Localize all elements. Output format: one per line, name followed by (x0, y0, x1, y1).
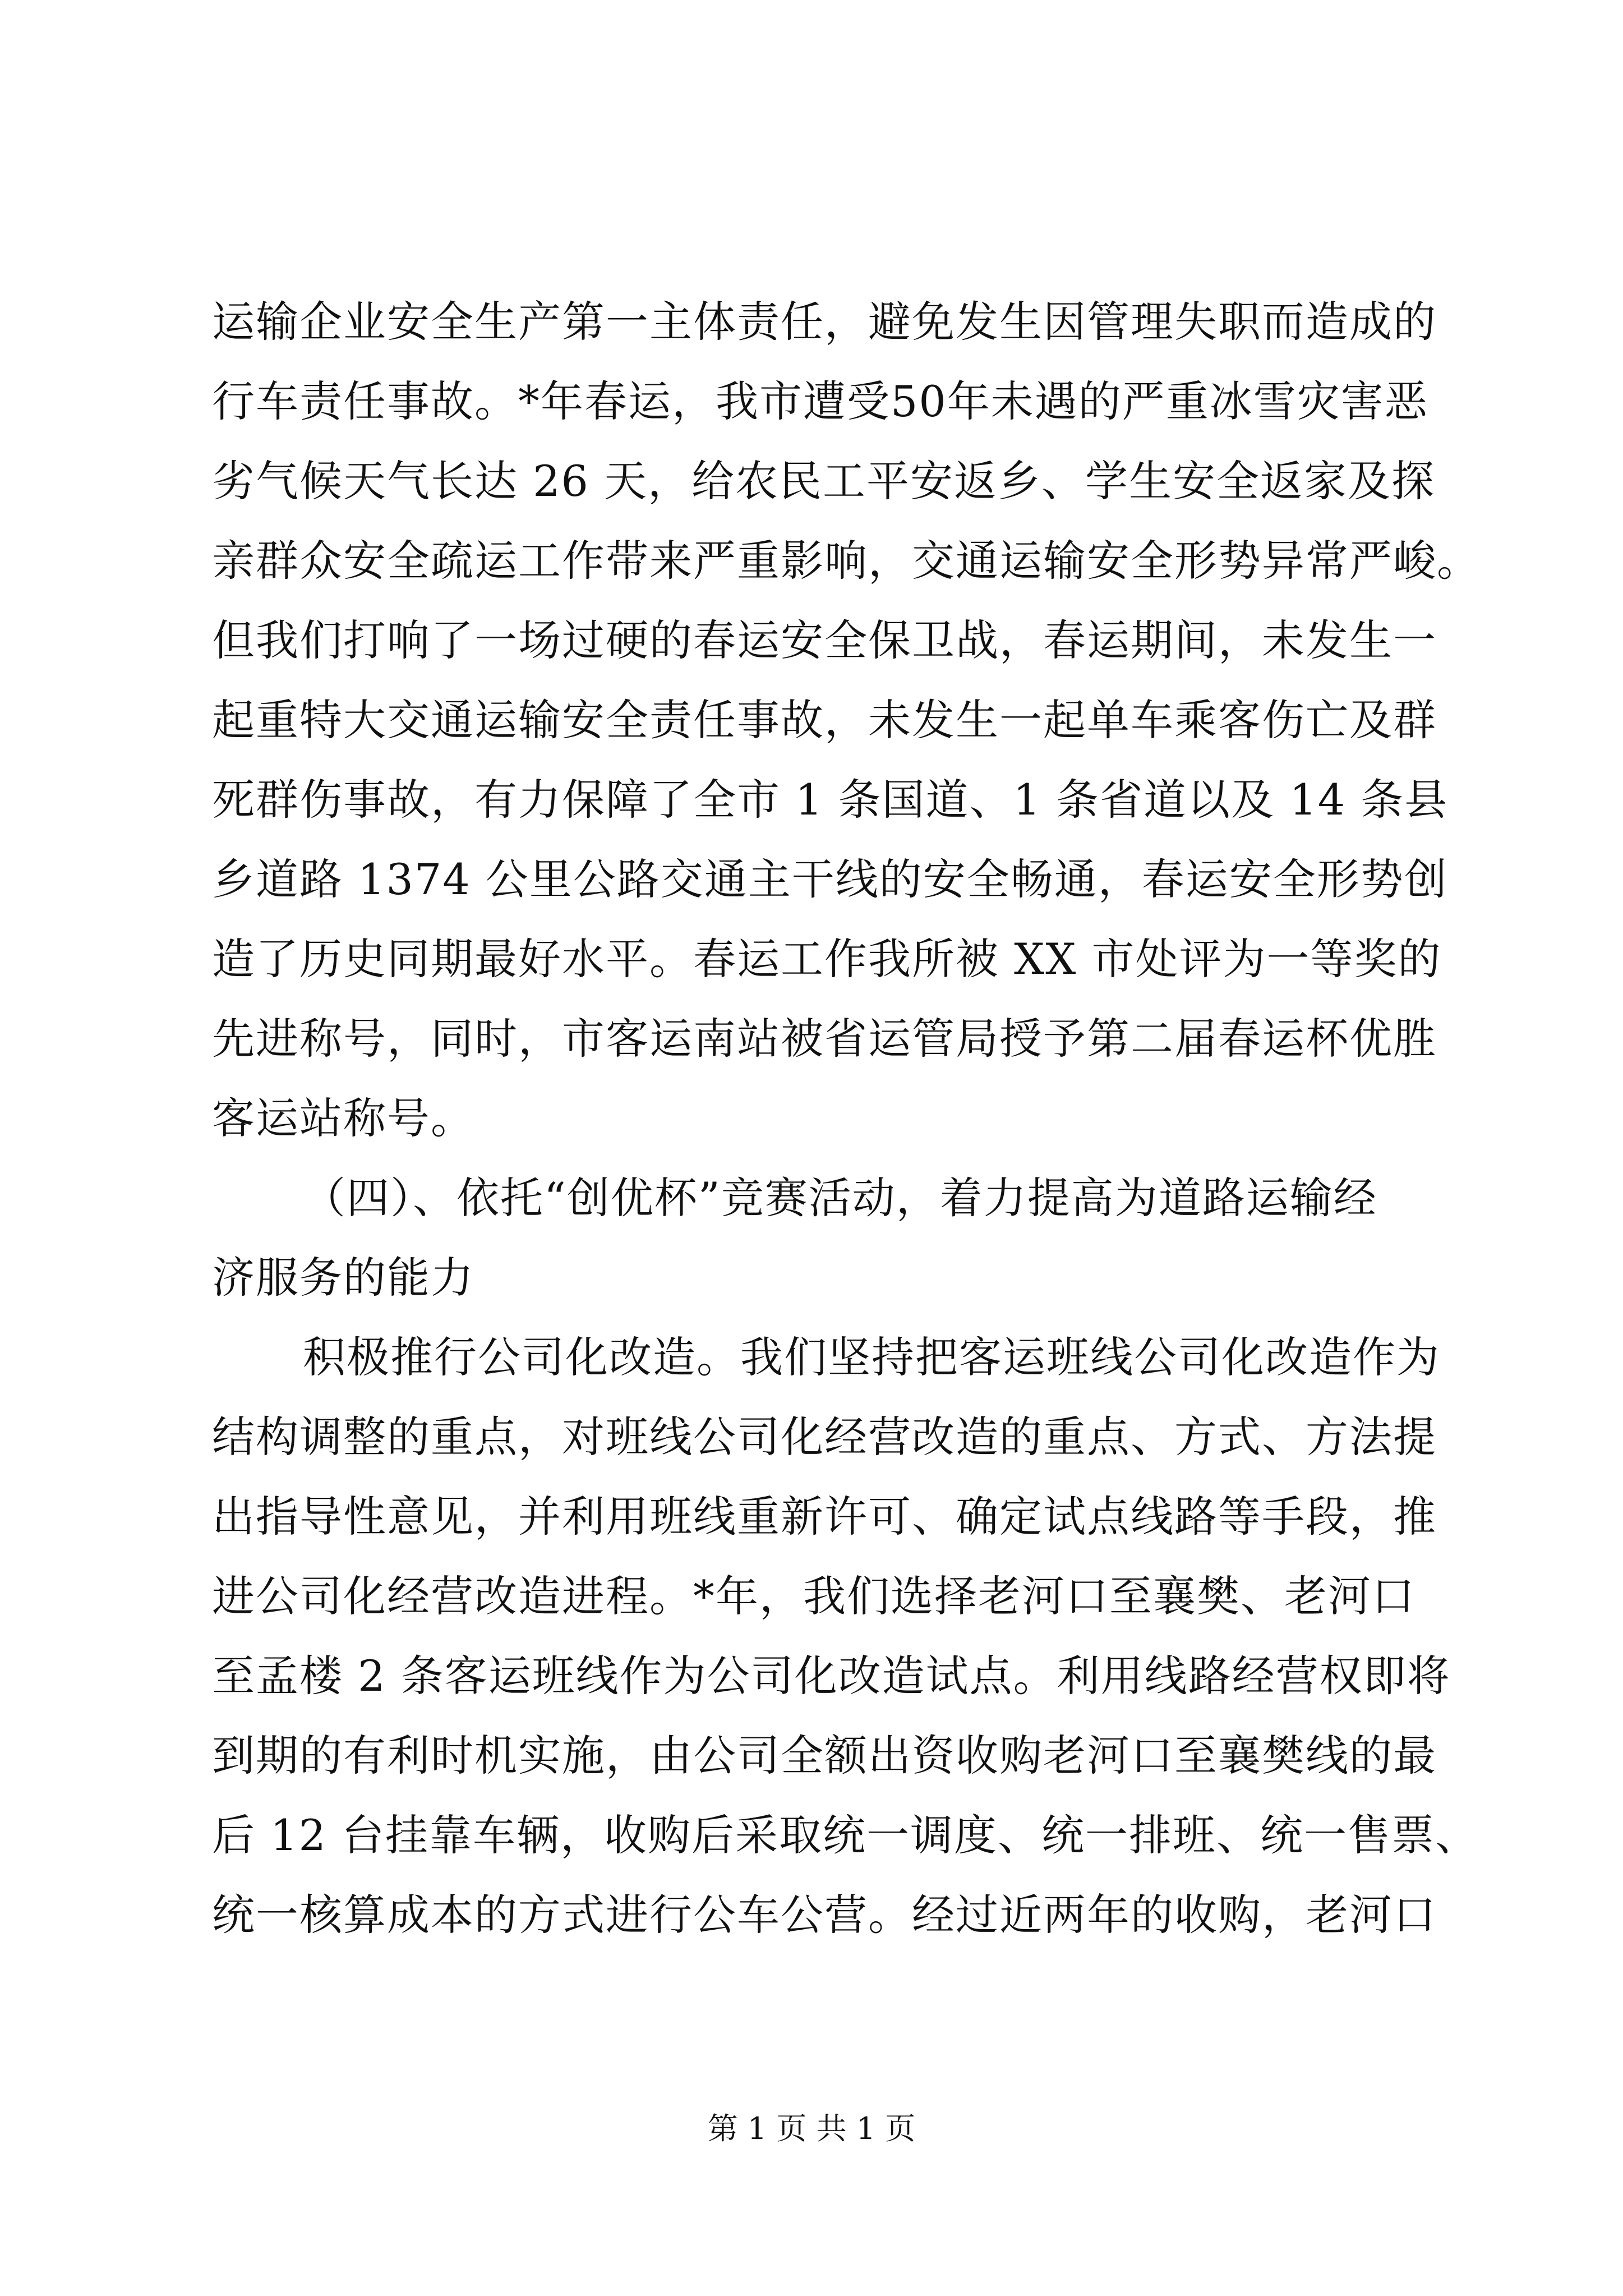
text-line: 行车责任事故。*年春运，我市遭受50年未遇的严重冰雪灾害恶 (212, 376, 1428, 426)
section-heading-line: 济服务的能力 (212, 1253, 474, 1303)
text-line: 运输企业安全生产第一主体责任，避免发生因管理失职而造成的 (212, 297, 1437, 347)
text-line: 出指导性意见，并利用班线重新许可、确定试点线路等手段，推 (212, 1492, 1437, 1542)
section-heading-line: （四）、依托“创优杯”竞赛活动，着力提高为道路运输经 (303, 1173, 1377, 1223)
text-line: 先进称号，同时，市客运南站被省运管局授予第二届春运杯优胜 (212, 1014, 1437, 1064)
text-line: 起重特大交通运输安全责任事故，未发生一起单车乘客伤亡及群 (212, 695, 1437, 745)
text-line: 但我们打响了一场过硬的春运安全保卫战，春运期间，未发生一 (212, 615, 1437, 665)
text-line: 造了历史同期最好水平。春运工作我所被 XX 市处评为一等奖的 (212, 934, 1442, 984)
text-line: 到期的有利时机实施，由公司全额出资收购老河口至襄樊线的最 (212, 1731, 1437, 1780)
text-line: 亲群众安全疏运工作带来严重影响，交通运输安全形势异常严峻。 (212, 536, 1481, 586)
text-line: 进公司化经营改造进程。*年，我们选择老河口至襄樊、老河口 (212, 1571, 1415, 1621)
text-line: 至孟楼 2 条客运班线作为公司化改造试点。利用线路经营权即将 (212, 1651, 1451, 1701)
text-line: 结构调整的重点，对班线公司化经营改造的重点、方式、方法提 (212, 1412, 1437, 1462)
text-line: 积极推行公司化改造。我们坚持把客运班线公司化改造作为 (303, 1332, 1440, 1382)
text-line: 统一核算成本的方式进行公车公营。经过近两年的收购，老河口 (212, 1890, 1437, 1940)
text-line: 劣气候天气长达 26 天，给农民工平安返乡、学生安全返家及探 (212, 456, 1436, 506)
text-line: 死群伤事故，有力保障了全市 1 条国道、1 条省道以及 14 条县 (212, 775, 1449, 825)
text-line: 后 12 台挂靠车辆，收购后采取统一调度、统一排班、统一售票、 (212, 1810, 1479, 1860)
text-line: 客运站称号。 (212, 1093, 474, 1143)
page-footer: 第 1 页 共 1 页 (707, 2111, 916, 2146)
text-line: 乡道路 1374 公里公路交通主干线的安全畅通，春运安全形势创 (212, 854, 1448, 904)
